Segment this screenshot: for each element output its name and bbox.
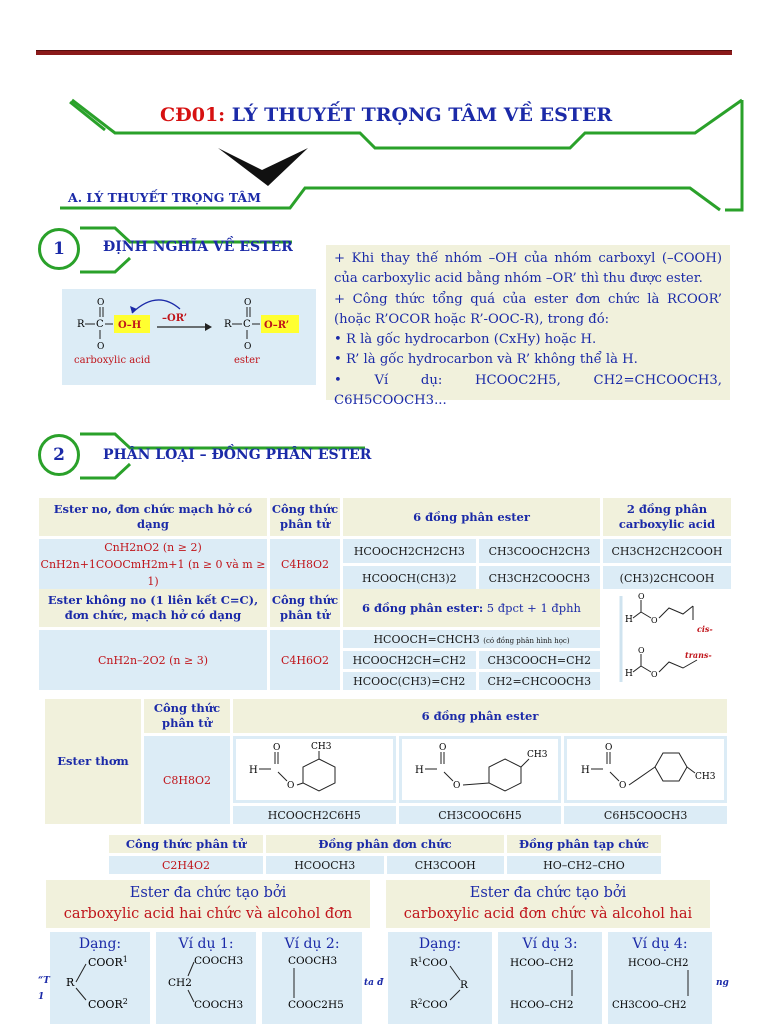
- t1-header-isomers: 6 đồng phân ester: [343, 498, 600, 536]
- t2-cis-trans-diagram: [603, 589, 731, 690]
- svg-text:H: H: [580, 765, 590, 776]
- footer-page-number: 1: [38, 992, 45, 1002]
- section-a-heading: A. LÝ THUYẾT TRỌNG TÂM: [68, 190, 261, 205]
- svg-text:H: H: [625, 615, 633, 625]
- example-box-2: Ví dụ 1: COOCH3 CH2 COOCH3: [156, 932, 256, 1024]
- svg-text:O: O: [273, 743, 281, 753]
- definition-p1: + Khi thay thế nhóm –OH của nhóm carboxyl (–COOH) của carboxylic acid bằng nhóm –OR’ thì thu được ester.: [334, 251, 722, 287]
- example-box-3: Ví dụ 2: COOCH3 COOC2H5: [262, 932, 362, 1024]
- section-2-number: 2: [38, 434, 80, 476]
- t1-general: CnH2nO2 (n ≥ 2) CnH2n+1COOCmH2m+1 (n ≥ 0 và m ≥ 1): [40, 541, 266, 588]
- polyester-left-heading: Ester đa chức tạo bởi carboxylic acid hai chức và alcohol đơn: [46, 880, 370, 928]
- t2-iso-top: HCOOCH=CHCH3 (có đồng phân hình học): [343, 630, 600, 648]
- definition-bullet-3: • Ví dụ: HCOOC2H5, CH2=CHCOOCH3, C6H5COOCH3...: [334, 372, 722, 409]
- t4-value-2: HCOOCH3: [266, 856, 384, 874]
- t1-acid-1: CH3CH2CH2COOH: [603, 539, 731, 563]
- svg-text:–OR’: –OR’: [162, 313, 188, 324]
- t3-formula: C8H8O2: [144, 736, 230, 824]
- svg-text:COOCH3: COOCH3: [288, 955, 338, 967]
- svg-text:O: O: [244, 298, 252, 308]
- example-box-6: Ví dụ 4: HCOO–CH2 CH3COO–CH2: [608, 932, 712, 1024]
- t3-name-3: C6H5COOCH3: [564, 806, 727, 824]
- definition-bullet-2: • R’ là gốc hydrocarbon và R’ không thể là H.: [334, 352, 638, 368]
- svg-text:O: O: [651, 670, 658, 679]
- svg-text:C: C: [96, 319, 104, 330]
- reaction-diagram: [62, 289, 316, 385]
- svg-text:O: O: [604, 743, 613, 753]
- svg-text:O–R’: O–R’: [264, 320, 290, 331]
- svg-text:R: R: [66, 976, 75, 989]
- t3-structure-1: [233, 736, 396, 803]
- svg-text:O: O: [287, 781, 295, 791]
- example-box-4: Dạng: $R^1COO$ R $R^2COO$: [388, 932, 492, 1024]
- footer-mid-fragment: ta đ: [364, 978, 384, 988]
- svg-text:O: O: [638, 646, 645, 655]
- definition-p2: + Công thức tổng quá của ester đơn chức là RCOOR’ (hoặc R’OCOR hoặc R’-OOC-R), trong đó:: [334, 291, 722, 327]
- svg-text:trans-: trans-: [685, 650, 712, 660]
- saturated-ester-table: [36, 495, 734, 593]
- svg-text:C: C: [243, 319, 251, 330]
- footer-right-fragment: ng: [716, 978, 729, 988]
- svg-text:H: H: [625, 669, 633, 679]
- svg-text:O: O: [452, 781, 461, 791]
- svg-text:O: O: [618, 781, 627, 791]
- svg-text:R2COO: $R^2COO$: [410, 998, 448, 1011]
- t1-iso-4: CH3CH2COOCH3: [479, 566, 600, 590]
- svg-text:cis-: cis-: [697, 624, 713, 634]
- t2-header-formula: Công thức phân tử: [270, 589, 340, 627]
- reaction-left-label: carboxylic acid: [74, 355, 151, 366]
- svg-text:HCOO–CH2: HCOO–CH2: [628, 958, 689, 969]
- t3-row-label: Ester thơm: [45, 699, 141, 824]
- t1-header-formula: Công thức phân tử: [270, 498, 340, 536]
- t3-header-formula: Công thức phân tử: [144, 699, 230, 733]
- svg-text:COOCH3: COOCH3: [194, 999, 244, 1011]
- page-title: CĐ01: LÝ THUYẾT TRỌNG TÂM VỀ ESTER: [160, 104, 613, 126]
- svg-text:O: O: [438, 743, 447, 753]
- t4-value-4: HO–CH2–CHO: [507, 856, 661, 874]
- svg-text:H: H: [249, 765, 259, 776]
- t1-acid-2: (CH3)2CHCOOH: [603, 566, 731, 590]
- t2-header-isomers: 6 đồng phân ester: 5 đpct + 1 đphh: [343, 589, 600, 627]
- svg-text:O: O: [97, 342, 105, 352]
- unsaturated-ester-table: [36, 586, 734, 693]
- svg-text:O: O: [638, 592, 645, 601]
- svg-text:COOCH3: COOCH3: [194, 955, 244, 967]
- svg-text:R: R: [224, 319, 232, 330]
- reaction-right-label: ester: [234, 355, 260, 366]
- c2h4o2-table: [106, 832, 664, 877]
- t2-general: CnH2n–2O2 (n ≥ 3): [39, 630, 267, 690]
- svg-text:HCOO–CH2: HCOO–CH2: [510, 957, 574, 969]
- top-rule: [36, 50, 732, 55]
- t1-formula: C4H8O2: [270, 539, 340, 590]
- aromatic-ester-table: [42, 696, 730, 827]
- reaction-scheme: [62, 289, 316, 385]
- polyester-right-heading: Ester đa chức tạo bởi carboxylic acid đơn chức và alcohol hai: [386, 880, 710, 928]
- svg-text:COOR2: COOR$^2$: [88, 997, 128, 1011]
- t1-iso-2: CH3COOCH2CH3: [479, 539, 600, 563]
- t2-iso-2: CH3COOCH=CH2: [479, 651, 600, 669]
- t2-formula: C4H6O2: [270, 630, 340, 690]
- t2-iso-4: CH2=CHCOOCH3: [479, 672, 600, 690]
- svg-text:CH2: CH2: [168, 977, 192, 989]
- svg-text:O: O: [97, 298, 105, 308]
- svg-text:O–H: O–H: [118, 320, 142, 331]
- t3-name-2: CH3COOC6H5: [399, 806, 562, 824]
- t4-value-1: C2H4O2: [109, 856, 263, 874]
- svg-text:R1COO: $R^1COO$: [410, 956, 448, 969]
- svg-text:COOR1: COOR$^1$: [88, 955, 128, 969]
- svg-text:R: R: [77, 319, 85, 330]
- section-1-title: ĐỊNH NGHĨA VỀ ESTER: [103, 239, 293, 255]
- footer-left-fragment: “T: [38, 976, 50, 986]
- t3-structure-3: [564, 736, 727, 803]
- definition-bullet-1: • R là gốc hydrocarbon (CxHy) hoặc H.: [334, 332, 597, 348]
- example-box-1: Dạng: COOR$^1$ R COOR$^2$: [50, 932, 150, 1024]
- section-1-number: 1: [38, 228, 80, 270]
- svg-text:CH3: CH3: [311, 742, 332, 752]
- t2-iso-1: HCOOCH2CH=CH2: [343, 651, 476, 669]
- definition-box: [326, 245, 730, 409]
- cis-trans-structures: [611, 590, 723, 686]
- t2-iso-3: HCOOC(CH3)=CH2: [343, 672, 476, 690]
- svg-text:H: H: [414, 765, 424, 776]
- section-2-title: PHÂN LOẠI – ĐỒNG PHÂN ESTER: [103, 447, 372, 463]
- svg-text:O: O: [651, 616, 658, 625]
- svg-text:CH3: CH3: [526, 750, 548, 760]
- svg-text:R: R: [460, 979, 468, 991]
- svg-text:HCOO–CH2: HCOO–CH2: [510, 999, 574, 1011]
- t3-header-isomers: 6 đồng phân ester: [233, 699, 727, 733]
- t2-header-type: Ester không no (1 liên kết C=C), đơn chức, mạch hở có dạng: [39, 589, 267, 627]
- svg-text:CH3COO–CH2: CH3COO–CH2: [612, 1000, 687, 1011]
- t1-header-acids: 2 đồng phân carboxylic acid: [603, 498, 731, 536]
- example-box-5: Ví dụ 3: HCOO–CH2 HCOO–CH2: [498, 932, 602, 1024]
- t3-name-1: HCOOCH2C6H5: [233, 806, 396, 824]
- svg-text:CH3: CH3: [694, 772, 716, 782]
- t4-header-3: Đồng phân tạp chức: [507, 835, 661, 853]
- t4-value-3: CH3COOH: [387, 856, 505, 874]
- t3-structure-2: [399, 736, 562, 803]
- svg-text:O: O: [244, 342, 252, 352]
- svg-text:COOC2H5: COOC2H5: [288, 999, 344, 1011]
- t1-header-type: Ester no, đơn chức mạch hở có dạng: [39, 498, 267, 536]
- t4-header-2: Đồng phân đơn chức: [266, 835, 504, 853]
- t1-iso-3: HCOOCH(CH3)2: [343, 566, 476, 590]
- t4-header-1: Công thức phân tử: [109, 835, 263, 853]
- t1-iso-1: HCOOCH2CH2CH3: [343, 539, 476, 563]
